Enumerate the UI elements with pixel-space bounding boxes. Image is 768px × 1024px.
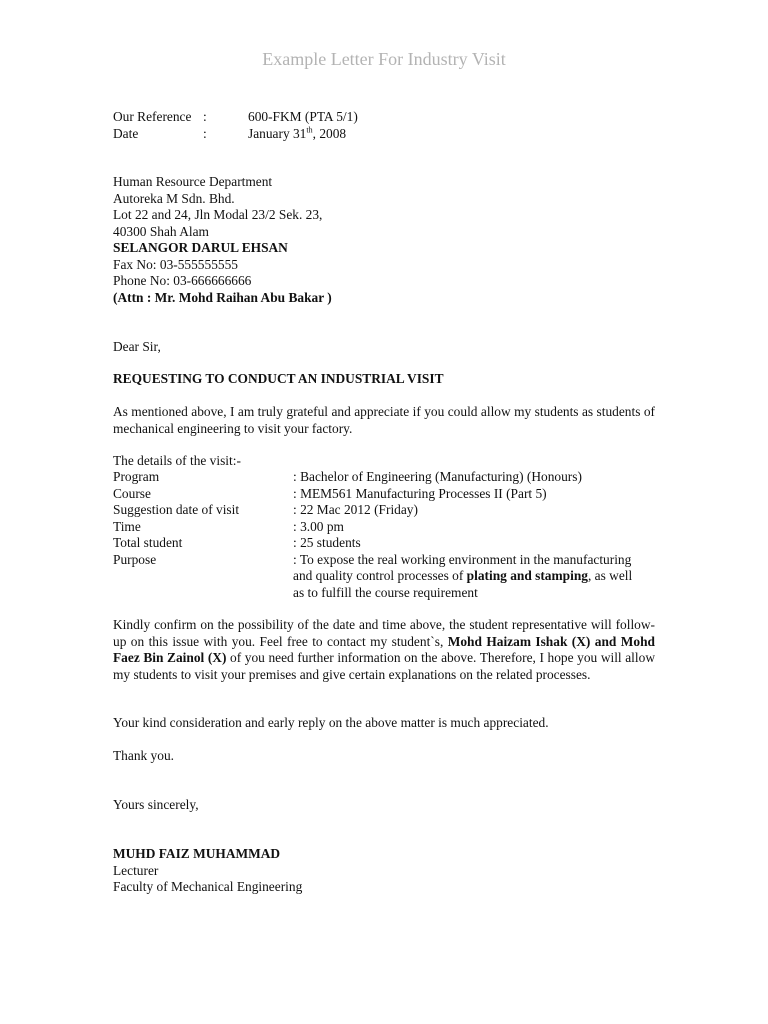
detail-value: : 25 students bbox=[293, 535, 361, 550]
detail-value-purpose bbox=[293, 552, 655, 602]
details-intro-text: The details of the visit:- bbox=[113, 453, 241, 468]
date-label: Date bbox=[113, 126, 139, 141]
signature-position: Lecturer bbox=[113, 862, 159, 878]
signature-faculty: Faculty of Mechanical Engineering bbox=[113, 879, 303, 894]
recipient-city: 40300 Shah Alam bbox=[113, 223, 209, 239]
date-colon: : bbox=[203, 126, 207, 141]
reference-colon: : bbox=[203, 109, 207, 124]
detail-value: : MEM561 Manufacturing Processes II (Part 5) bbox=[293, 485, 547, 501]
detail-label: Purpose bbox=[113, 551, 157, 567]
detail-value: : 22 Mac 2012 (Friday) bbox=[293, 502, 418, 517]
recipient-address bbox=[113, 174, 655, 306]
purpose-line-1: : To expose the real working environment in the manufacturing bbox=[293, 551, 632, 567]
salutation bbox=[113, 339, 655, 356]
recipient-company: Autoreka M Sdn. Bhd. bbox=[113, 190, 235, 206]
reference-label: Our Reference bbox=[113, 109, 192, 124]
confirmation-text-end: of you need further information on the above. Therefore, I hope you will allow my students to visit your premises and give certain explanations on the related processes. bbox=[113, 650, 655, 682]
signature-block bbox=[113, 846, 655, 896]
reference-row bbox=[113, 109, 655, 126]
detail-value: : 3.00 pm bbox=[293, 518, 344, 534]
date-main: January 31 bbox=[248, 126, 307, 141]
detail-label: Total student bbox=[113, 535, 183, 550]
closing-text: Yours sincerely, bbox=[113, 797, 199, 812]
purpose-text-end: , as well bbox=[587, 568, 633, 583]
subject-line bbox=[113, 371, 655, 388]
thanks-text: Thank you. bbox=[113, 748, 174, 763]
paragraph-confirmation bbox=[113, 617, 655, 683]
date-year: , 2008 bbox=[312, 126, 347, 141]
details-intro bbox=[113, 453, 655, 470]
student-names: Mohd Haizam Ishak (X) and Mohd Faez Bin Zainol (X) bbox=[113, 633, 655, 665]
detail-label: Course bbox=[113, 485, 151, 501]
recipient-phone: Phone No: 03-666666666 bbox=[113, 273, 252, 288]
purpose-line-3: as to fulfill the course requirement bbox=[293, 584, 478, 600]
confirmation-text: Kindly confirm on the possibility of the date and time above, the student representative will follow-up on this issue with you. Feel free to contact my student`s, bbox=[113, 617, 655, 649]
purpose-text: and quality control processes of bbox=[293, 568, 467, 583]
recipient-state: SELANGOR DARUL EHSAN bbox=[113, 240, 288, 255]
detail-label: Suggestion date of visit bbox=[113, 502, 240, 517]
recipient-fax: Fax No: 03-555555555 bbox=[113, 256, 238, 272]
recipient-attention: (Attn : Mr. Mohd Raihan Abu Bakar ) bbox=[113, 289, 332, 305]
recipient-street: Lot 22 and 24, Jln Modal 23/2 Sek. 23, bbox=[113, 207, 323, 222]
salutation-text: Dear Sir, bbox=[113, 339, 161, 354]
paragraph-intro: As mentioned above, I am truly grateful and appreciate if you could allow my students as students of mechanical engineering to visit your factory. bbox=[113, 404, 655, 436]
reference-value: 600-FKM (PTA 5/1) bbox=[248, 109, 358, 124]
detail-label: Time bbox=[113, 518, 141, 534]
date-value bbox=[248, 126, 346, 143]
closing bbox=[113, 797, 655, 814]
consideration-text: Your kind consideration and early reply on the above matter is much appreciated. bbox=[113, 715, 549, 730]
subject-text: REQUESTING TO CONDUCT AN INDUSTRIAL VISIT bbox=[113, 371, 444, 386]
recipient-department: Human Resource Department bbox=[113, 174, 273, 189]
signature-name: MUHD FAIZ MUHAMMAD bbox=[113, 846, 281, 861]
date-row bbox=[113, 126, 655, 143]
purpose-line-2 bbox=[293, 568, 655, 585]
date-suffix: th bbox=[306, 125, 313, 135]
document-title: Example Letter For Industry Visit bbox=[262, 49, 506, 69]
detail-label: Program bbox=[113, 469, 160, 484]
purpose-bold-text: plating and stamping bbox=[466, 568, 588, 583]
detail-value: : Bachelor of Engineering (Manufacturing) (Honours) bbox=[293, 469, 582, 484]
paragraph-consideration bbox=[113, 715, 655, 732]
thanks bbox=[113, 748, 655, 765]
